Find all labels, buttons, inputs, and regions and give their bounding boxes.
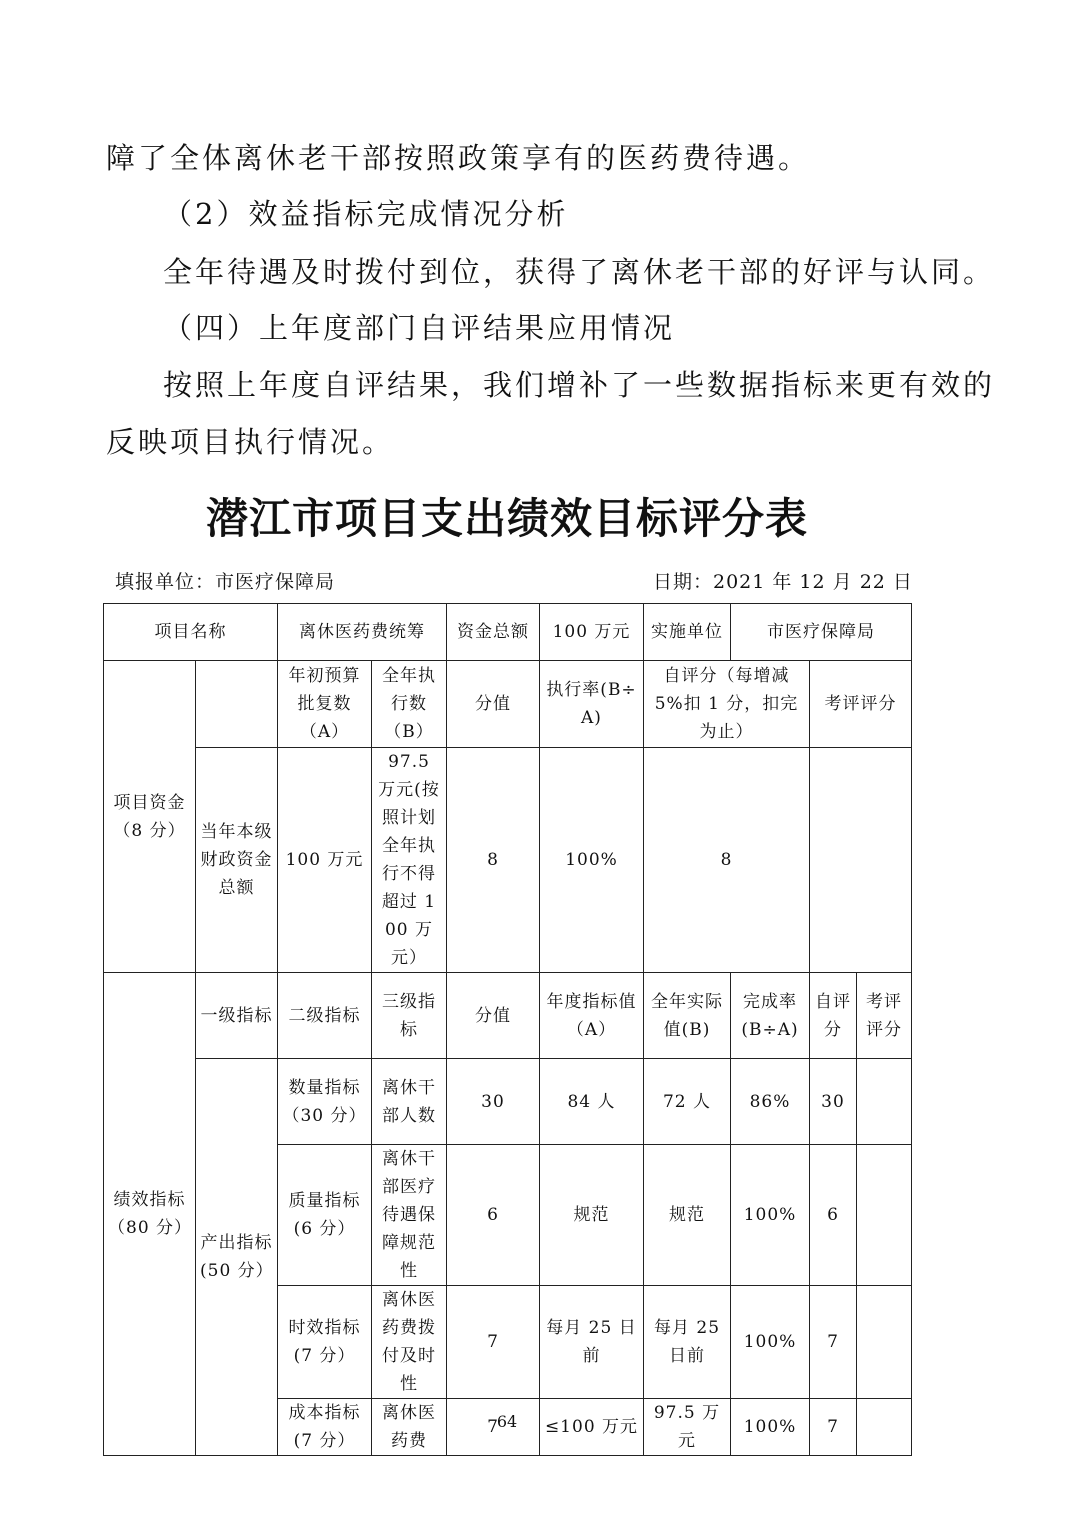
- header-cell: 一级指标: [196, 973, 278, 1059]
- header-cell: 分值: [447, 661, 540, 748]
- table-cell: 当年本级财政资金总额: [196, 748, 278, 973]
- table-cell: 100%: [540, 748, 644, 973]
- table-row: [104, 973, 912, 1059]
- header-cell: 分值: [447, 973, 540, 1059]
- table-cell: 7: [447, 1399, 540, 1456]
- project-name-value: 离休医药费统筹: [278, 604, 447, 661]
- page-title: 潜江市项目支出绩效目标评分表: [205, 494, 808, 543]
- table-cell: [857, 1286, 912, 1399]
- paragraph-1: 障了全体离休老干部按照政策享有的医药费待遇。: [106, 141, 811, 175]
- table-cell: 84 人: [540, 1059, 644, 1145]
- header-cell: 考评评分: [810, 661, 912, 748]
- table-cell: 30: [447, 1059, 540, 1145]
- table-cell: 100%: [731, 1145, 810, 1286]
- table-cell: 8: [447, 748, 540, 973]
- table-cell: 离休干部医疗待遇保障规范性: [372, 1145, 447, 1286]
- implementing-unit-label: 实施单位: [644, 604, 731, 661]
- report-date: 日期：2021 年 12 月 22 日: [653, 571, 913, 593]
- performance-score-table: [103, 603, 912, 1456]
- paragraph-3-cont: 反映项目执行情况。: [106, 425, 395, 459]
- table-cell: 6: [810, 1145, 857, 1286]
- table-cell: 7: [810, 1399, 857, 1456]
- paragraph-3: 按照上年度自评结果，我们增补了一些数据指标来更有效的: [163, 368, 996, 402]
- table-cell: 每月 25 日前: [644, 1286, 731, 1399]
- table-cell: 离休医药费: [372, 1399, 447, 1456]
- table-cell: [857, 1059, 912, 1145]
- table-cell: 72 人: [644, 1059, 731, 1145]
- header-cell: 自评分（每增减 5%扣 1 分，扣完为止）: [644, 661, 810, 748]
- table-cell: 成本指标(7 分）: [278, 1399, 372, 1456]
- table-cell: 7: [447, 1286, 540, 1399]
- total-funds-value: 100 万元: [540, 604, 644, 661]
- paragraph-2: 全年待遇及时拨付到位，获得了离休老干部的好评与认同。: [163, 255, 996, 289]
- table-cell: 100 万元: [278, 748, 372, 973]
- project-funds-label: 项目资金（8 分）: [104, 661, 196, 973]
- table-cell: 97.5 万元(按照计划全年执行不得超过 100 万元）: [372, 748, 447, 973]
- total-funds-label: 资金总额: [447, 604, 540, 661]
- empty-cell: [196, 661, 278, 748]
- table-row: [104, 748, 912, 973]
- table-cell: 时效指标(7 分）: [278, 1286, 372, 1399]
- table-cell: 离休医药费拨付及时性: [372, 1286, 447, 1399]
- header-cell: 全年执行数（B）: [372, 661, 447, 748]
- table-cell: 8: [644, 748, 810, 973]
- table-cell: 6: [447, 1145, 540, 1286]
- header-cell: 执行率(B÷A): [540, 661, 644, 748]
- table-row: [104, 1059, 912, 1145]
- table-cell: 规范: [540, 1145, 644, 1286]
- table-cell: 每月 25 日前: [540, 1286, 644, 1399]
- table-cell: 7: [810, 1286, 857, 1399]
- header-cell: 年度指标值（A）: [540, 973, 644, 1059]
- table-cell: 质量指标(6 分）: [278, 1145, 372, 1286]
- heading-self-evaluation-application: （四）上年度部门自评结果应用情况: [163, 311, 676, 345]
- table-cell: 86%: [731, 1059, 810, 1145]
- header-cell: 二级指标: [278, 973, 372, 1059]
- table-cell: 离休干部人数: [372, 1059, 447, 1145]
- output-indicators-label: 产出指标(50 分）: [196, 1059, 278, 1456]
- performance-indicators-label: 绩效指标（80 分）: [104, 973, 196, 1456]
- table-cell: [810, 748, 912, 973]
- header-cell: 全年实际值(B): [644, 973, 731, 1059]
- table-cell: 97.5 万元: [644, 1399, 731, 1456]
- table-cell: ≤100 万元: [540, 1399, 644, 1456]
- header-cell: 考评评分: [857, 973, 912, 1059]
- table-row: [104, 604, 912, 661]
- table-cell: 规范: [644, 1145, 731, 1286]
- implementing-unit-value: 市医疗保障局: [731, 604, 912, 661]
- table-row: [104, 661, 912, 748]
- table-cell: 100%: [731, 1286, 810, 1399]
- page-number: 64: [496, 1412, 518, 1431]
- header-cell: 三级指标: [372, 973, 447, 1059]
- table-cell: 30: [810, 1059, 857, 1145]
- heading-benefit-indicators: （2）效益指标完成情况分析: [163, 197, 569, 231]
- header-cell: 自评分: [810, 973, 857, 1059]
- project-name-label: 项目名称: [104, 604, 278, 661]
- table-cell: [857, 1145, 912, 1286]
- table-cell: 数量指标（30 分）: [278, 1059, 372, 1145]
- filler-unit: 填报单位：市医疗保障局: [115, 571, 336, 593]
- header-cell: 年初预算批复数（A）: [278, 661, 372, 748]
- header-cell: 完成率(B÷A): [731, 973, 810, 1059]
- table-cell: 100%: [731, 1399, 810, 1456]
